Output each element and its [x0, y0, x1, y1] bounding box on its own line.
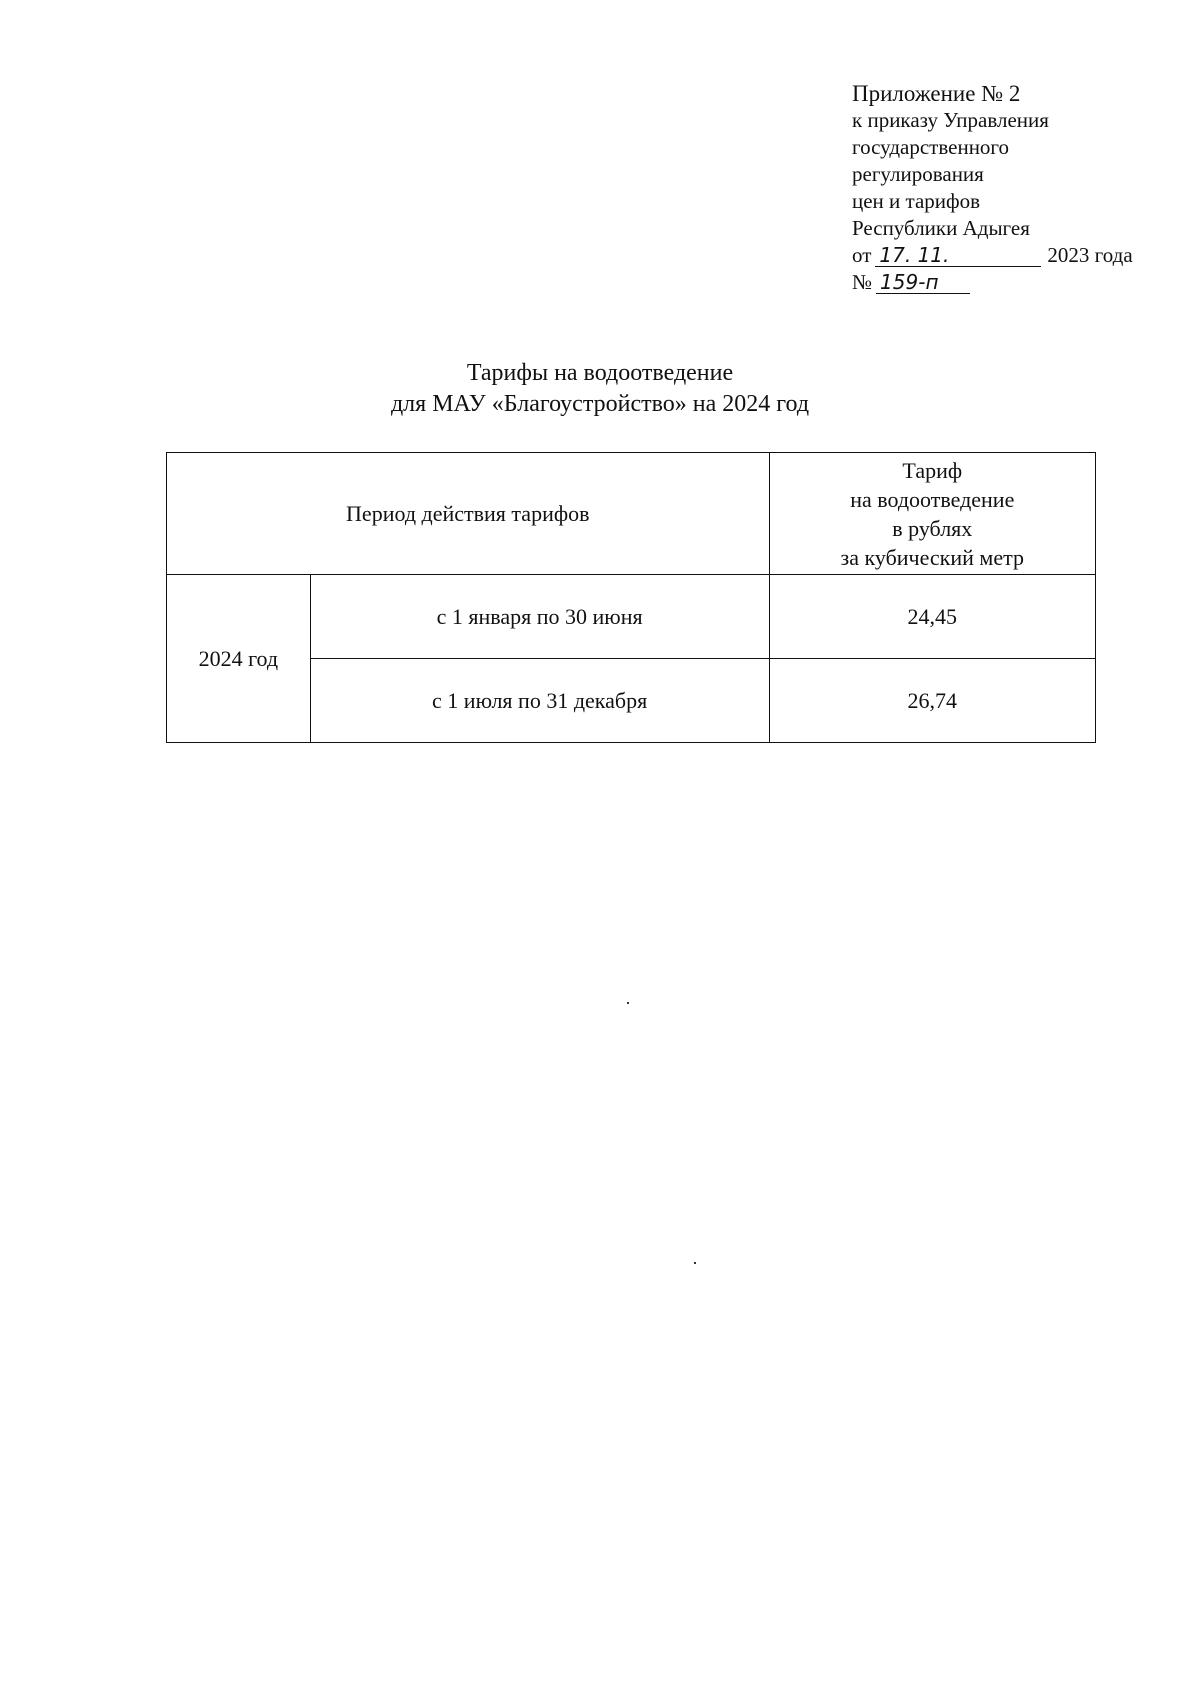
appendix-line: к приказу Управления — [852, 108, 1049, 132]
tariff-value-cell: 26,74 — [769, 659, 1095, 743]
order-date-line — [852, 242, 1172, 269]
appendix-line: Республики Адыгея — [852, 216, 1030, 240]
header-tariff-line: на водоотведение — [850, 486, 1015, 512]
header-period: Период действия тарифов — [167, 453, 770, 575]
order-number-line — [852, 269, 1172, 296]
handwritten-number: 159-п — [876, 271, 970, 294]
header-tariff — [769, 453, 1095, 575]
tariff-value-cell: 24,45 — [769, 575, 1095, 659]
header-tariff-line: Тариф — [902, 457, 963, 483]
number-prefix: № — [852, 270, 873, 294]
table-row — [167, 575, 1096, 659]
date-suffix: 2023 года — [1047, 243, 1133, 267]
tariff-table — [166, 452, 1096, 743]
document-title — [0, 358, 1200, 420]
header-tariff-line: в рублях — [892, 515, 973, 541]
scan-speck — [694, 1262, 696, 1264]
appendix-line: цен и тарифов — [852, 189, 981, 213]
period-cell: с 1 января по 30 июня — [310, 575, 769, 659]
year-cell: 2024 год — [167, 575, 311, 743]
period-cell: с 1 июля по 31 декабря — [310, 659, 769, 743]
appendix-block — [852, 80, 1172, 296]
date-prefix: от — [852, 243, 872, 267]
title-line-2: для МАУ «Благоустройство» на 2024 год — [390, 391, 810, 417]
scan-speck — [627, 1002, 629, 1004]
table-header-row — [167, 453, 1096, 575]
title-line-1: Тарифы на водоотведение — [466, 360, 734, 386]
appendix-line: государственного — [852, 135, 1010, 159]
handwritten-date: 17. 11. — [875, 244, 1041, 267]
appendix-title: Приложение № 2 — [852, 81, 1021, 106]
header-tariff-line: за кубический метр — [840, 544, 1024, 570]
appendix-line: регулирования — [852, 162, 984, 186]
